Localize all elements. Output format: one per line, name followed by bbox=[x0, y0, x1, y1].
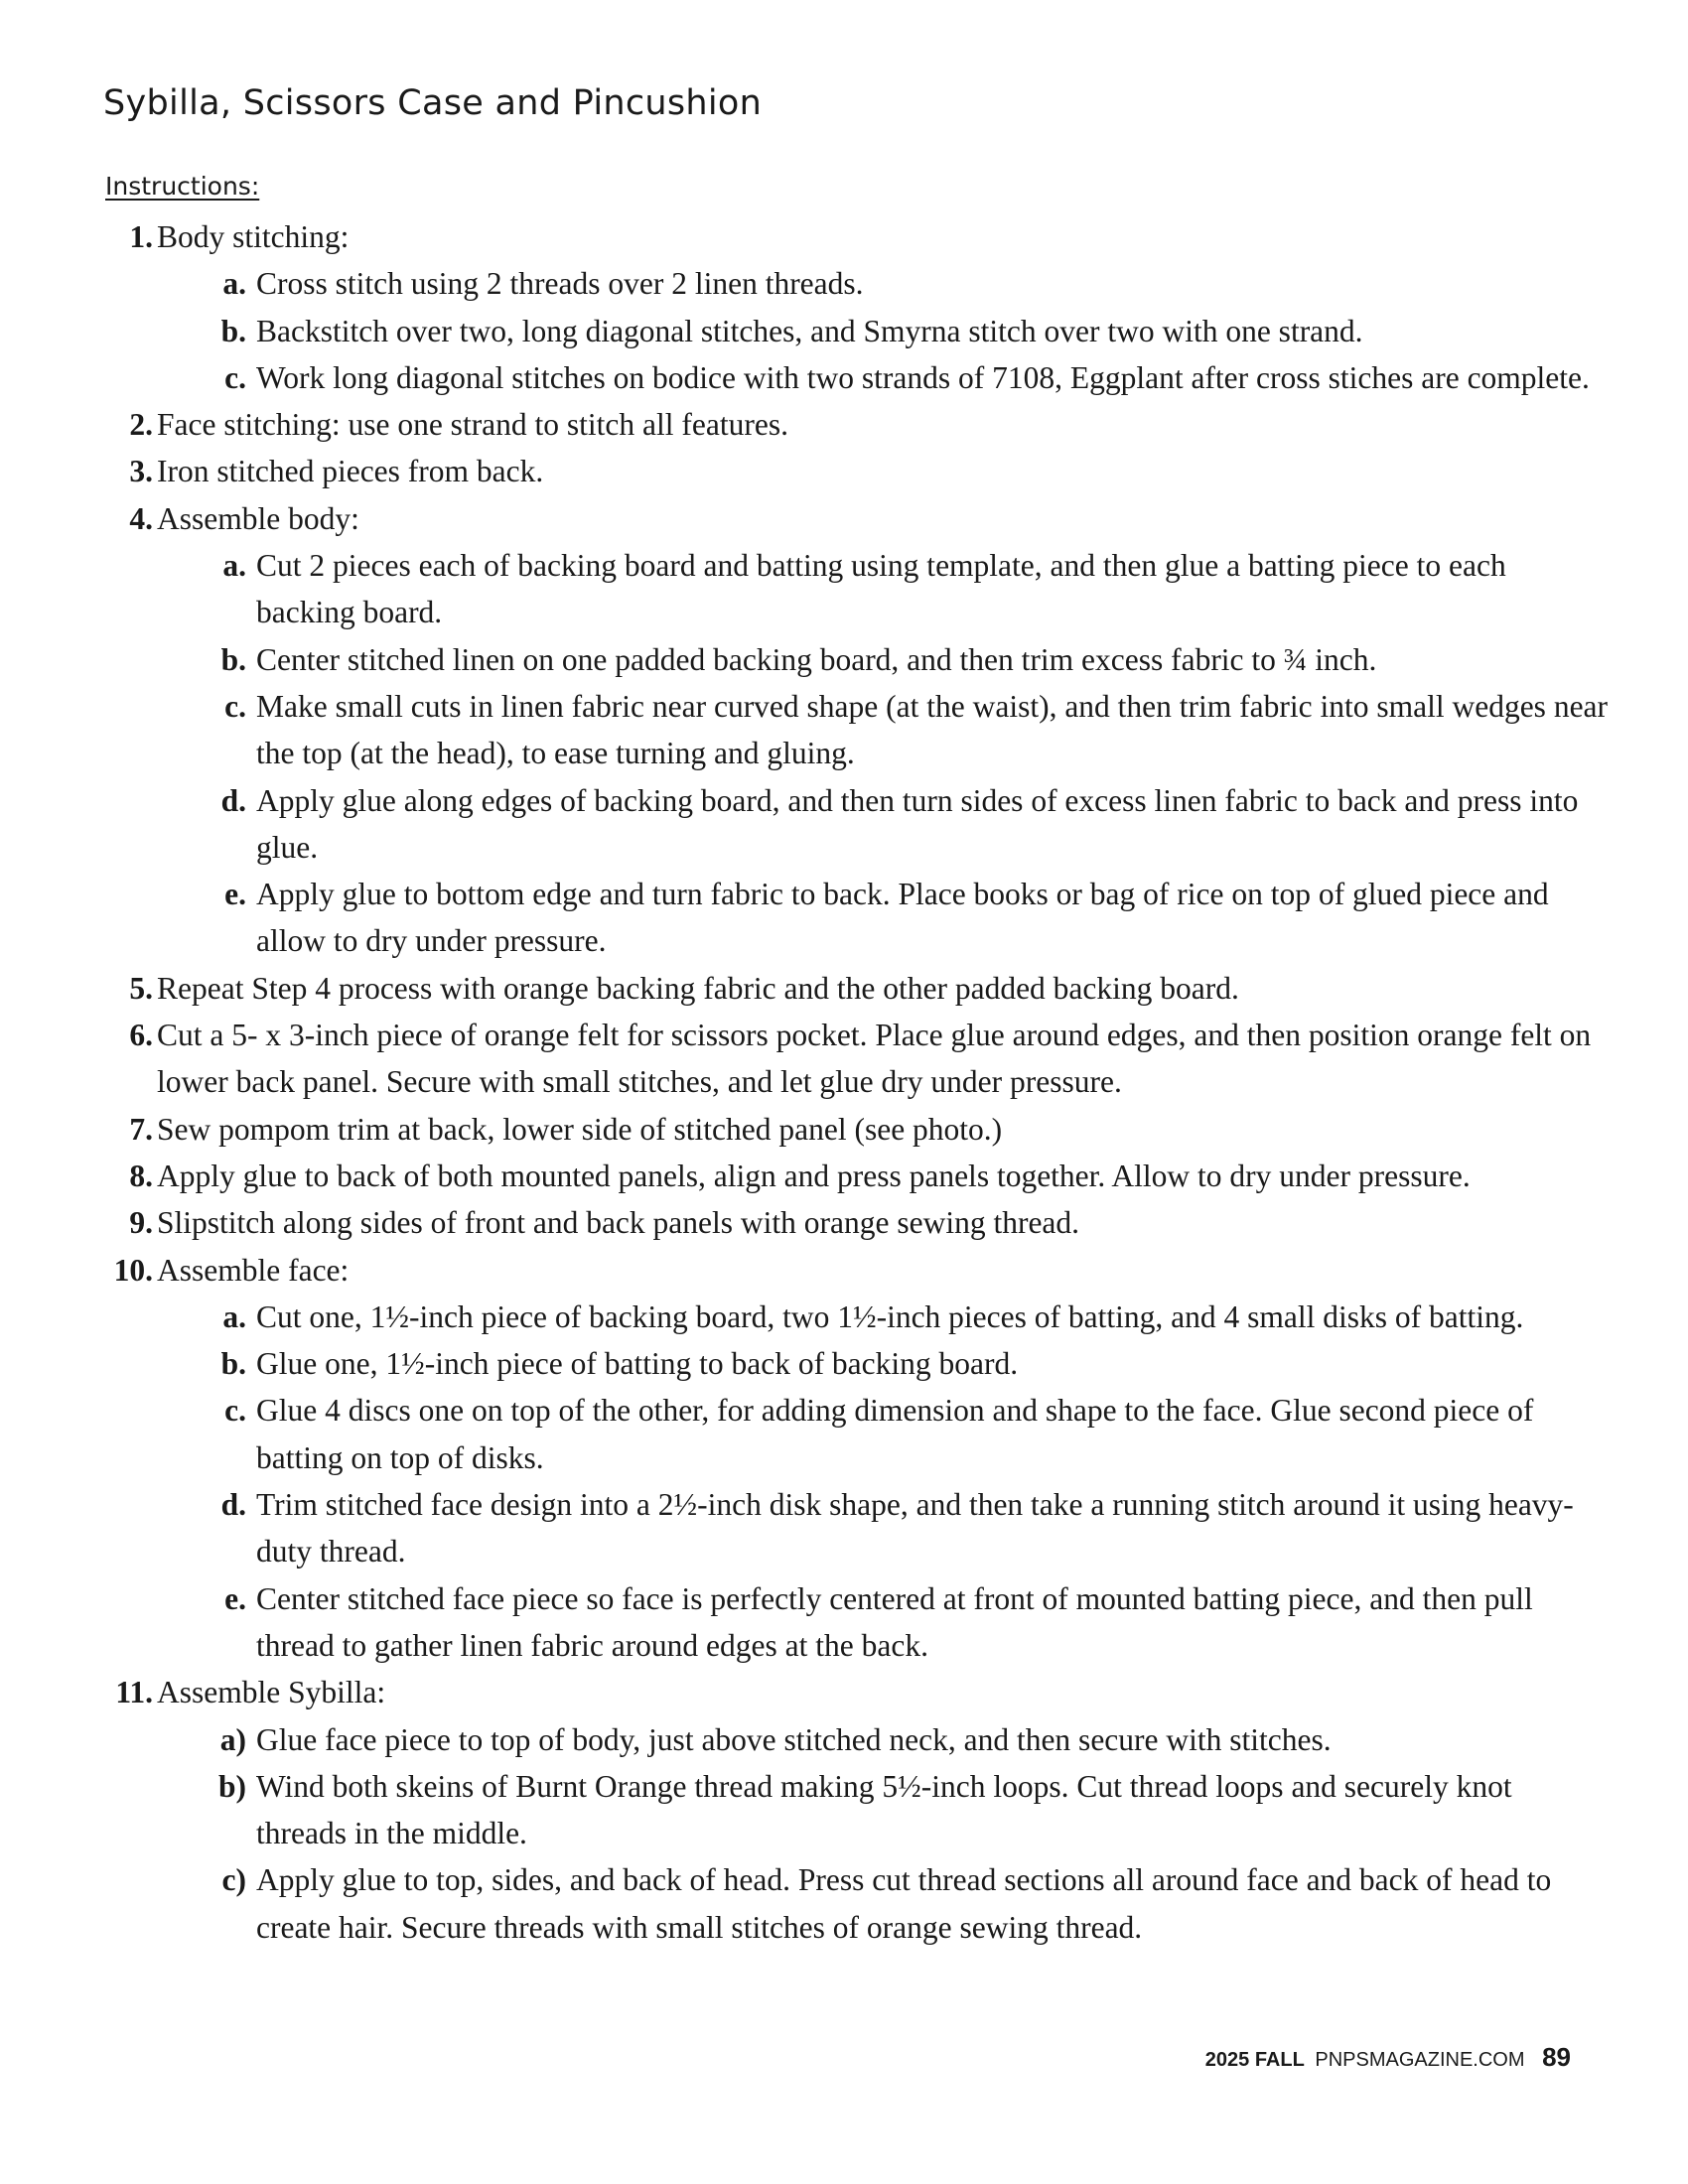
instruction-step bbox=[99, 213, 1609, 401]
step-number: 2. bbox=[129, 407, 153, 443]
substep-label: a. bbox=[222, 266, 246, 302]
substep-text: Wind both skeins of Burnt Orange thread making 5½-inch loops. Cut thread loops and securely knot threads in the middle. bbox=[256, 1768, 1512, 1851]
substep-list bbox=[157, 260, 1609, 401]
step-number: 7. bbox=[129, 1111, 153, 1147]
step-number: 6. bbox=[129, 1018, 153, 1053]
step-number: 10. bbox=[113, 1252, 153, 1288]
substep-label: c. bbox=[224, 359, 246, 395]
instruction-step bbox=[99, 1669, 1609, 1951]
step-text: Body stitching: bbox=[157, 219, 350, 254]
step-number: 1. bbox=[129, 219, 153, 254]
step-number: 5. bbox=[129, 970, 153, 1006]
substep-text: Apply glue to top, sides, and back of head. Press cut thread sections all around face and back of head to create hair. Secure threads with small stitches of orange sewing thread. bbox=[256, 1862, 1552, 1945]
substep-text: Cut 2 pieces each of backing board and batting using template, and then glue a batting piece to each backing board. bbox=[256, 548, 1506, 630]
instruction-substep bbox=[207, 542, 1609, 636]
step-text: Apply glue to back of both mounted panels, align and press panels together. Allow to dry under pressure. bbox=[157, 1158, 1471, 1193]
substep-label: c. bbox=[224, 688, 246, 724]
page-title: Sybilla, Scissors Case and Pincushion bbox=[103, 83, 763, 123]
substep-list bbox=[157, 542, 1609, 965]
substep-text: Trim stitched face design into a 2½-inch disk shape, and then take a running stitch around it using heavy-duty thread. bbox=[256, 1487, 1574, 1570]
step-number: 8. bbox=[129, 1158, 153, 1193]
step-number: 3. bbox=[129, 454, 153, 489]
footer-website: PNPSMAGAZINE.COM bbox=[1315, 2049, 1525, 2071]
instruction-step bbox=[99, 1247, 1609, 1670]
footer-issue: 2025 FALL bbox=[1204, 2049, 1305, 2071]
instruction-substep bbox=[207, 636, 1609, 683]
substep-text: Apply glue to bottom edge and turn fabric to back. Place books or bag of rice on top of glued piece and allow to dry under pressure. bbox=[256, 877, 1549, 959]
substep-text: Glue 4 discs one on top of the other, for adding dimension and shape to the face. Glue second piece of batting on top of disks. bbox=[256, 1393, 1534, 1475]
instruction-substep bbox=[207, 308, 1609, 354]
page-number: 89 bbox=[1542, 2042, 1571, 2072]
substep-label: e. bbox=[224, 1580, 246, 1616]
instruction-substep bbox=[207, 871, 1609, 965]
instruction-substep bbox=[207, 683, 1609, 777]
instructions-heading: Instructions: bbox=[105, 172, 260, 201]
step-text: Assemble body: bbox=[157, 500, 359, 536]
step-text: Face stitching: use one strand to stitch all features. bbox=[157, 407, 788, 443]
substep-text: Center stitched face piece so face is perfectly centered at front of mounted batting piece, and then pull thread to gather linen fabric around edges at the back. bbox=[256, 1580, 1533, 1663]
instruction-step bbox=[99, 495, 1609, 965]
page-footer bbox=[1205, 2037, 1571, 2080]
instruction-substep bbox=[207, 1387, 1609, 1481]
step-text: Sew pompom trim at back, lower side of stitched panel (see photo.) bbox=[157, 1111, 1003, 1147]
substep-list bbox=[157, 1716, 1609, 1951]
substep-label: a. bbox=[222, 548, 246, 584]
step-text: Iron stitched pieces from back. bbox=[157, 454, 544, 489]
substep-label: e. bbox=[224, 877, 246, 912]
step-text: Repeat Step 4 process with orange backing fabric and the other padded backing board. bbox=[157, 970, 1239, 1006]
substep-text: Apply glue along edges of backing board, and then turn sides of excess linen fabric to back and press into glue. bbox=[256, 782, 1579, 865]
instruction-step bbox=[99, 401, 1609, 448]
step-text: Cut a 5- x 3-inch piece of orange felt for scissors pocket. Place glue around edges, and then position orange felt on lower back panel. Secure with small stitches, and let glue dry under pressure. bbox=[157, 1018, 1592, 1100]
instruction-step bbox=[99, 448, 1609, 494]
instruction-substep bbox=[207, 777, 1609, 872]
substep-list bbox=[157, 1294, 1609, 1669]
instruction-step bbox=[99, 1012, 1609, 1106]
instruction-step bbox=[99, 1106, 1609, 1153]
step-number: 11. bbox=[115, 1675, 153, 1710]
substep-text: Glue one, 1½-inch piece of batting to back of backing board. bbox=[256, 1346, 1019, 1382]
substep-label: b. bbox=[220, 641, 246, 677]
substep-label: c) bbox=[221, 1862, 246, 1898]
instruction-substep bbox=[207, 1481, 1609, 1575]
instructions-list bbox=[99, 213, 1609, 1951]
step-text: Slipstitch along sides of front and back panels with orange sewing thread. bbox=[157, 1205, 1080, 1241]
instruction-substep bbox=[207, 1716, 1609, 1763]
step-text: Assemble Sybilla: bbox=[157, 1675, 386, 1710]
substep-label: d. bbox=[220, 1487, 246, 1523]
substep-text: Glue face piece to top of body, just above stitched neck, and then secure with stitches. bbox=[256, 1721, 1332, 1757]
substep-text: Cross stitch using 2 threads over 2 linen threads. bbox=[256, 266, 864, 302]
instruction-step bbox=[99, 1199, 1609, 1246]
substep-text: Backstitch over two, long diagonal stitches, and Smyrna stitch over two with one strand. bbox=[256, 313, 1363, 348]
instruction-substep bbox=[207, 1294, 1609, 1340]
instruction-substep bbox=[207, 1856, 1609, 1951]
substep-label: b) bbox=[217, 1768, 246, 1804]
substep-text: Make small cuts in linen fabric near curved shape (at the waist), and then trim fabric into small wedges near the top (at the head), to ease turning and gluing. bbox=[256, 688, 1609, 771]
substep-text: Center stitched linen on one padded backing board, and then trim excess fabric to ¾ inch. bbox=[256, 641, 1377, 677]
step-text: Assemble face: bbox=[157, 1252, 350, 1288]
substep-label: a. bbox=[222, 1298, 246, 1334]
substep-label: b. bbox=[220, 313, 246, 348]
substep-label: d. bbox=[220, 782, 246, 818]
step-number: 4. bbox=[129, 500, 153, 536]
instruction-substep bbox=[207, 1340, 1609, 1387]
substep-label: b. bbox=[220, 1346, 246, 1382]
instruction-substep bbox=[207, 1763, 1609, 1857]
instruction-substep bbox=[207, 354, 1609, 401]
substep-text: Work long diagonal stitches on bodice with two strands of 7108, Eggplant after cross stiches are complete. bbox=[256, 359, 1590, 395]
instruction-substep bbox=[207, 260, 1609, 307]
instruction-step bbox=[99, 1153, 1609, 1199]
substep-label: a) bbox=[219, 1721, 246, 1757]
instruction-substep bbox=[207, 1575, 1609, 1670]
substep-label: c. bbox=[224, 1393, 246, 1429]
step-number: 9. bbox=[129, 1205, 153, 1241]
instruction-step bbox=[99, 965, 1609, 1012]
substep-text: Cut one, 1½-inch piece of backing board, two 1½-inch pieces of batting, and 4 small disks of batting. bbox=[256, 1298, 1524, 1334]
